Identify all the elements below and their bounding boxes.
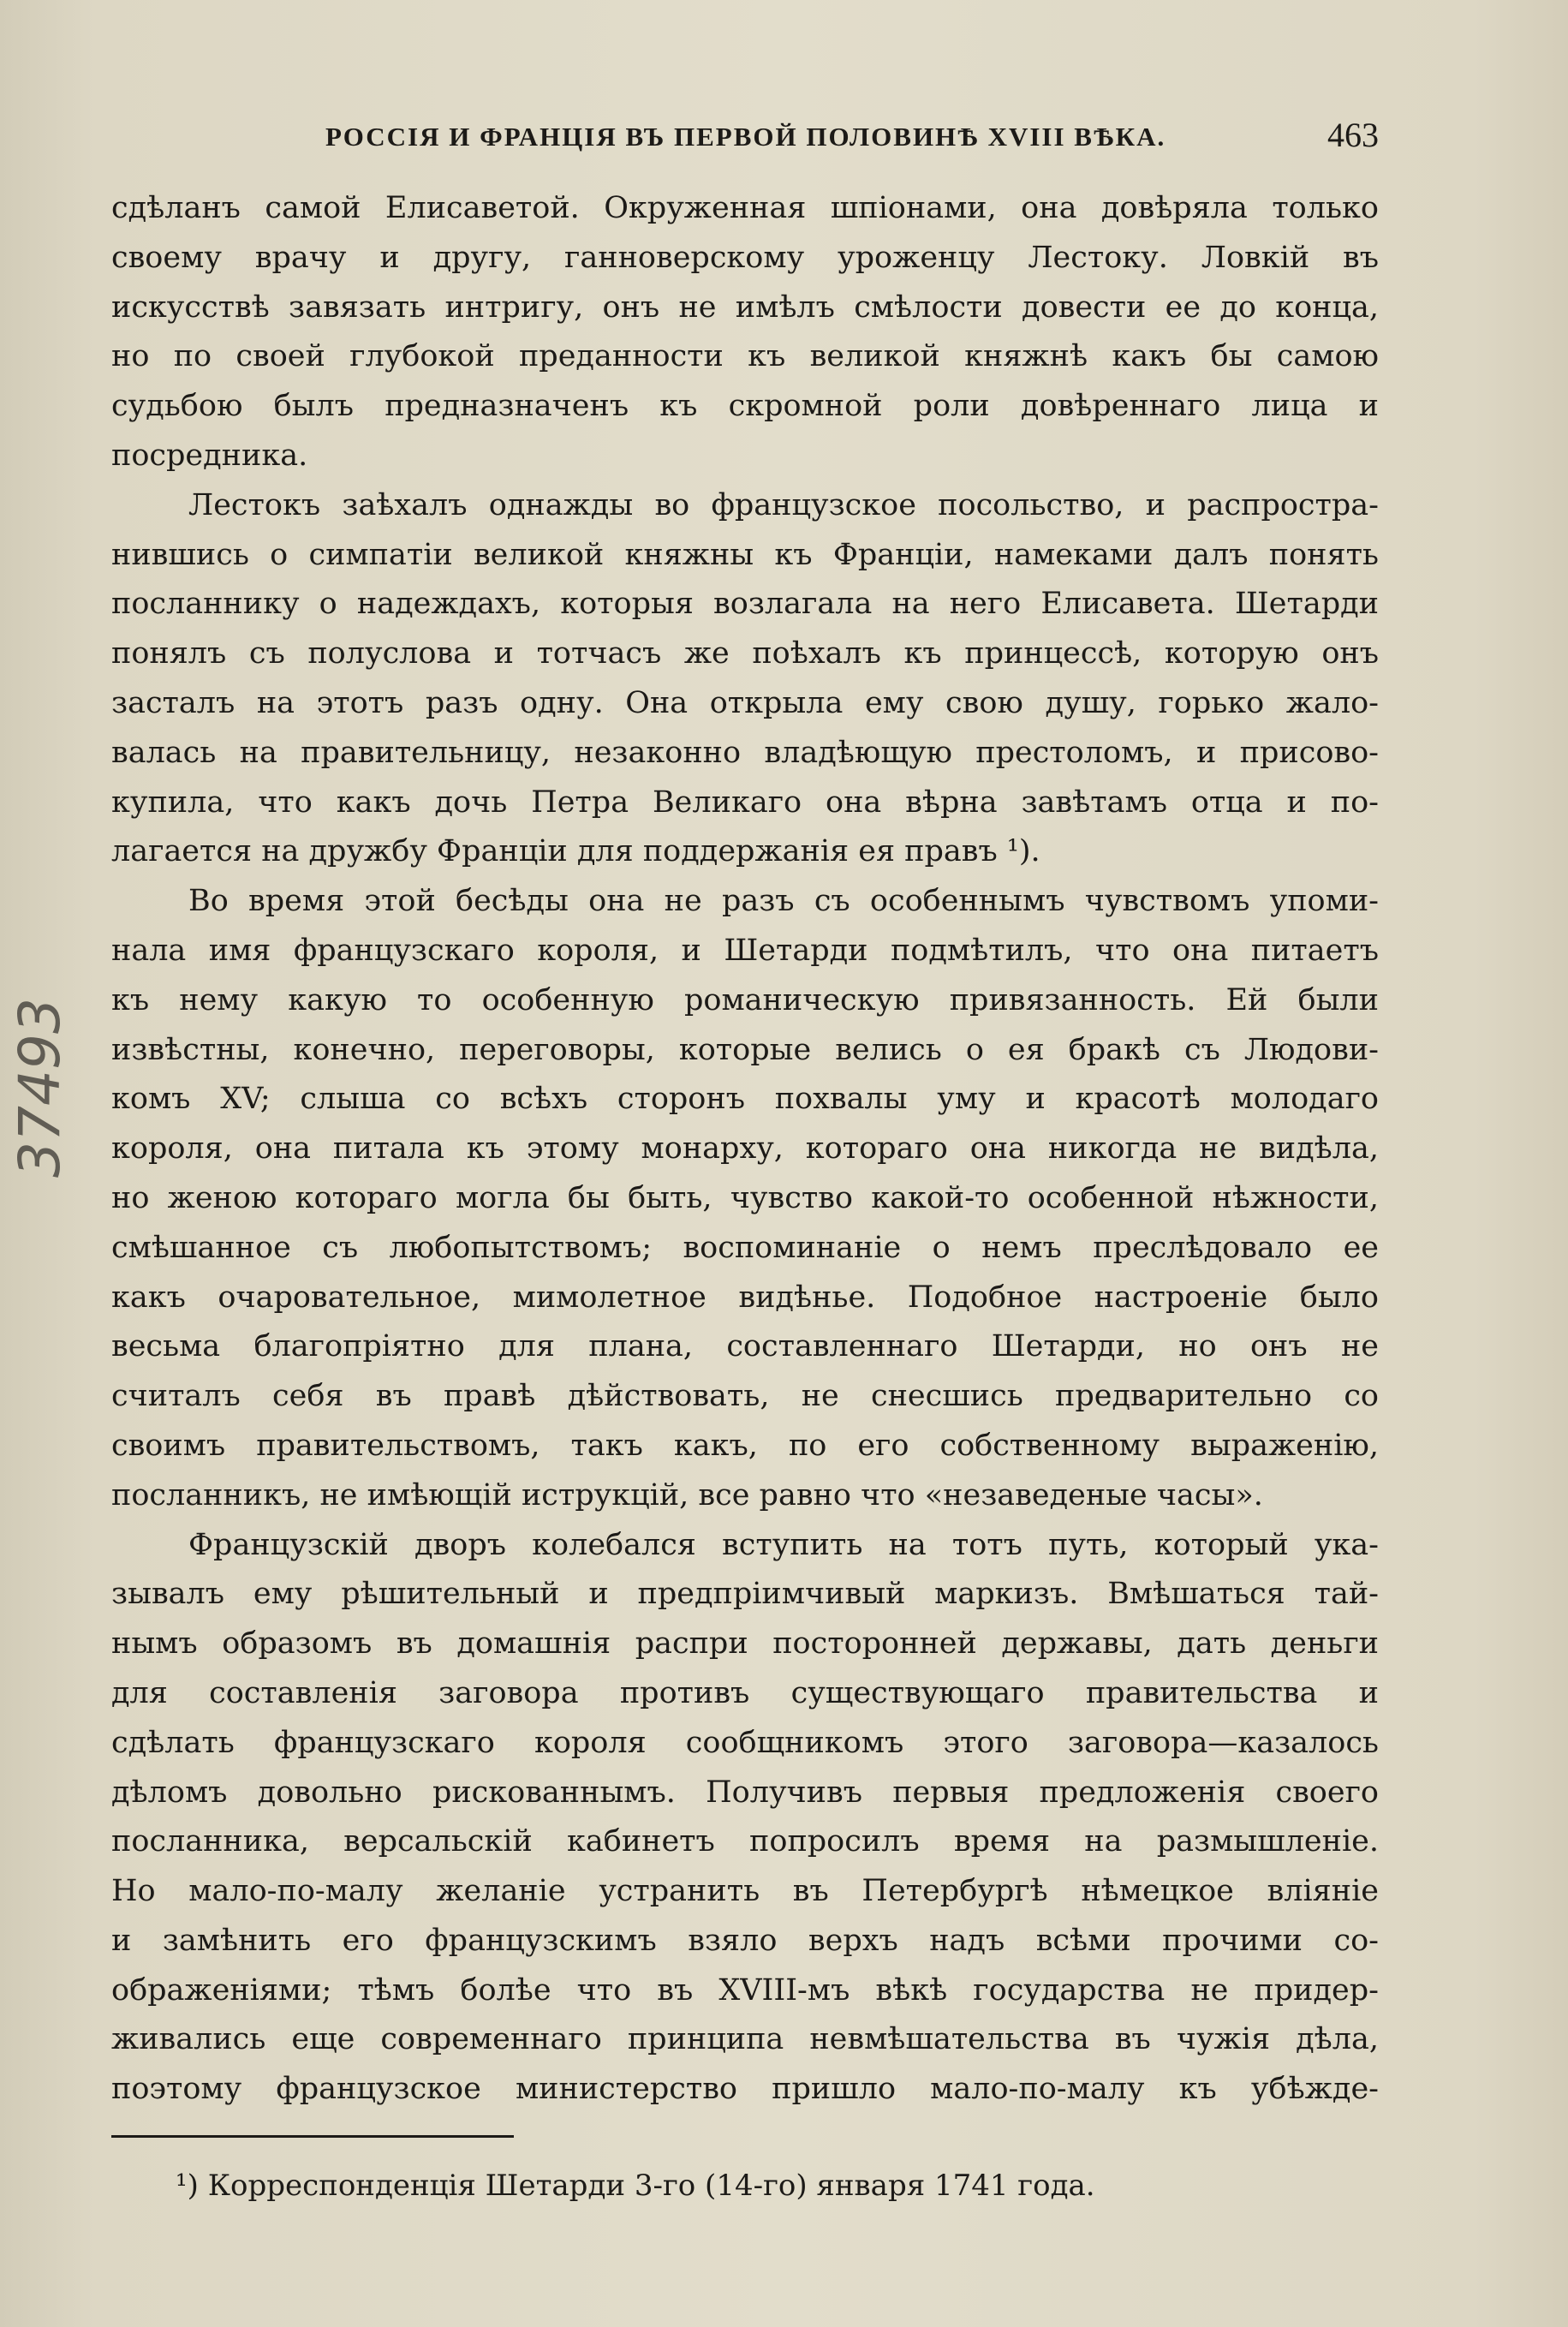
handwritten-margin-number: 37493 <box>7 998 73 1178</box>
text-line: нившись о симпатіи великой княжны къ Франціи, намеками далъ понять <box>111 537 1379 572</box>
body-text <box>111 184 1379 2115</box>
text-line: Лестокъ заѣхалъ однажды во французское посольство, и распростра- <box>188 487 1379 522</box>
text-line: но женою котораго могла бы быть, чувство какой-то особенной нѣжности, <box>111 1180 1379 1215</box>
text-line: короля, она питала къ этому монарху, котораго она никогда не видѣла, <box>111 1131 1379 1166</box>
text-line: считалъ себя въ правѣ дѣйствовать, не снесшись предварительно со <box>111 1379 1379 1414</box>
text-line: сдѣлать французскаго короля сообщникомъ этого заговора—казалось <box>111 1725 1379 1760</box>
text-line: извѣстны, конечно, переговоры, которые велись о ея бракѣ съ Людови- <box>111 1032 1379 1067</box>
text-line: живались еще современнаго принципа невмѣшательства въ чужія дѣла, <box>111 2022 1379 2057</box>
text-line: судьбою былъ предназначенъ къ скромной роли довѣреннаго лица и <box>111 389 1379 424</box>
footnote-separator <box>111 2135 514 2138</box>
footnote: ¹) Корреспонденція Шетарди 3-го (14-го) января 1741 года. <box>176 2169 1095 2203</box>
running-title: РОССІЯ И ФРАНЦІЯ ВЪ ПЕРВОЙ ПОЛОВИНѢ XVIII ВѢКА. <box>325 122 1166 152</box>
text-line: искусствѣ завязать интригу, онъ не имѣлъ смѣлости довести ее до конца, <box>111 289 1379 325</box>
page-number: 463 <box>1327 116 1379 154</box>
text-line: посланнику о надеждахъ, которыя возлагала на него Елисавета. Шетарди <box>111 587 1379 622</box>
text-line: Французскій дворъ колебался вступить на тотъ путь, который ука- <box>188 1527 1379 1562</box>
text-line: понялъ съ полуслова и тотчасъ же поѣхалъ къ принцессѣ, которую онъ <box>111 636 1379 671</box>
text-line: зывалъ ему рѣшительный и предпріимчивый маркизъ. Вмѣшаться тай- <box>111 1577 1379 1612</box>
text-line: посланникъ, не имѣющій иструкцій, все равно что «незаведеные часы». <box>111 1477 1263 1513</box>
text-line: поэтому французское министерство пришло мало-по-малу къ убѣжде- <box>111 2072 1379 2107</box>
text-line: дѣломъ довольно рискованнымъ. Получивъ первыя предложенія своего <box>111 1775 1379 1810</box>
text-line: смѣшанное съ любопытствомъ; воспоминаніе о немъ преслѣдовало ее <box>111 1230 1379 1265</box>
text-line: для составленія заговора противъ существующаго правительства и <box>111 1675 1379 1710</box>
text-line: Во время этой бесѣды она не разъ съ особеннымъ чувствомъ упоми- <box>188 884 1379 919</box>
text-line: къ нему какую то особенную романическую привязанность. Ей были <box>111 982 1379 1017</box>
text-line: своему врачу и другу, ганноверскому уроженцу Лестоку. Ловкій въ <box>111 240 1379 275</box>
text-line: нымъ образомъ въ домашнія распри посторонней державы, дать деньги <box>111 1626 1379 1662</box>
text-line: и замѣнить его французскимъ взяло верхъ надъ всѣми прочими со- <box>111 1923 1379 1958</box>
text-line: ображеніями; тѣмъ болѣе что въ XVIII-мъ вѣкѣ государства не придер- <box>111 1972 1379 2008</box>
text-line: валась на правительницу, незаконно владѣющую престоломъ, и присово- <box>111 735 1379 770</box>
text-line: засталъ на этотъ разъ одну. Она открыла ему свою душу, горько жало- <box>111 685 1379 720</box>
text-line: весьма благопріятно для плана, составленнаго Шетарди, но онъ не <box>111 1329 1379 1364</box>
page-header <box>111 113 1379 164</box>
text-line: купила, что какъ дочь Петра Великаго она вѣрна завѣтамъ отца и по- <box>111 785 1379 820</box>
text-line: но по своей глубокой преданности къ великой княжнѣ какъ бы самою <box>111 339 1379 374</box>
text-line: Но мало-по-малу желаніе устранить въ Петербургѣ нѣмецкое вліяніе <box>111 1874 1379 1909</box>
text-line: посредника. <box>111 438 308 473</box>
text-line: лагается на дружбу Франціи для поддержанія ея правъ ¹). <box>111 834 1040 869</box>
text-line: сдѣланъ самой Елисаветой. Окруженная шпіонами, она довѣряла только <box>111 191 1379 225</box>
text-line: какъ очаровательное, мимолетное видѣнье. Подобное настроеніе было <box>111 1280 1379 1315</box>
text-line: нала имя французскаго короля, и Шетарди подмѣтилъ, что она питаетъ <box>111 933 1379 968</box>
text-line: своимъ правительствомъ, такъ какъ, по его собственному выраженію, <box>111 1428 1379 1463</box>
text-line: комъ XV; слыша со всѣхъ сторонъ похвалы уму и красотѣ молодаго <box>111 1082 1379 1117</box>
text-line: посланника, версальскій кабинетъ попросилъ время на размышленіе. <box>111 1824 1379 1859</box>
